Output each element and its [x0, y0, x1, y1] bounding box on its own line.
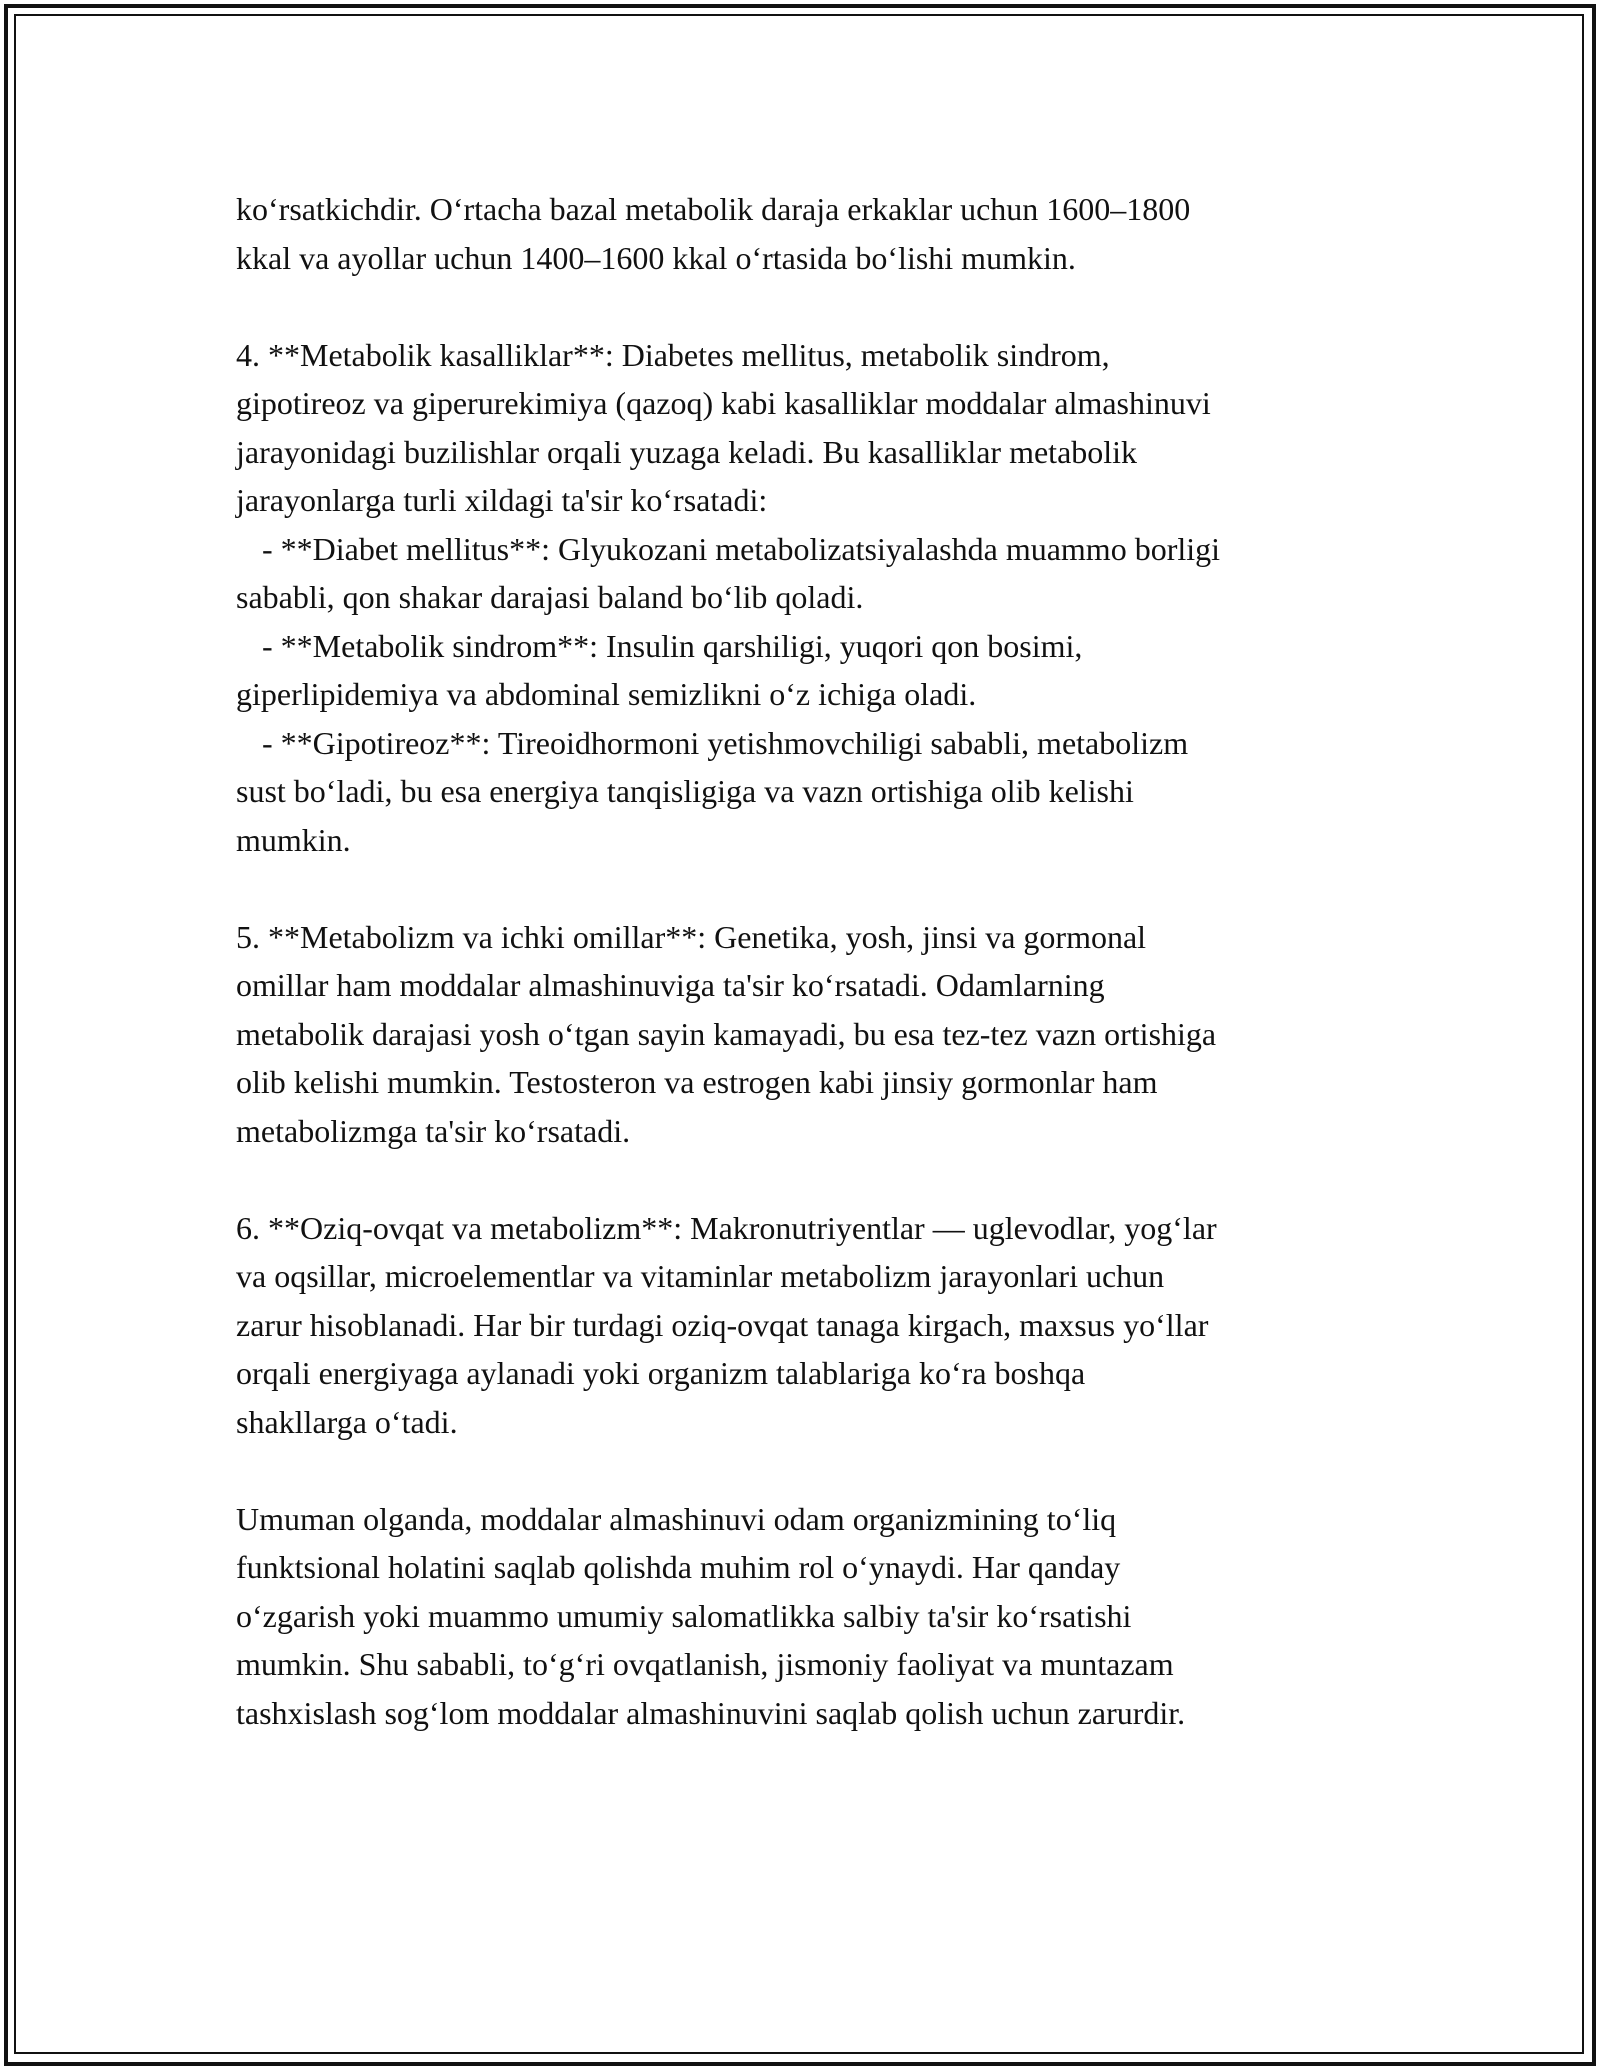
- bullet-line-metabolic-syndrome: - **Metabolik sindrom**: Insulin qarshiligi, yuqori qon bosimi,: [262, 627, 1083, 664]
- text-line: kkal va ayollar uchun 1400–1600 kkal o‘rtasida bo‘lishi mumkin.: [236, 239, 1076, 276]
- bullet-line-hypothyroidism: - **Gipotireoz**: Tireoidhormoni yetishmovchiligi sababli, metabolizm: [262, 724, 1189, 761]
- text-line: funktsional holatini saqlab qolishda muhim rol o‘ynaydi. Har qanday: [236, 1549, 1121, 1585]
- paragraph-bmr-conclusion: [236, 185, 1386, 282]
- text-line: sust bo‘ladi, bu esa energiya tanqisligiga va vazn ortishiga olib kelishi: [236, 773, 1134, 809]
- text-line: jarayonlarga turli xildagi ta'sir ko‘rsatadi:: [236, 482, 768, 518]
- text-line: o‘zgarish yoki muammo umumiy salomatlikka salbiy ta'sir ko‘rsatishi: [236, 1597, 1132, 1634]
- text-line: sababli, qon shakar darajasi baland bo‘lib qoladi.: [236, 579, 864, 615]
- text-line: giperlipidemiya va abdominal semizlikni o‘z ichiga oladi.: [236, 676, 977, 712]
- text-line: Umuman olganda, moddalar almashinuvi odam organizmining to‘liq: [236, 1500, 1117, 1537]
- text-line: olib kelishi mumkin. Testosteron va estrogen kabi jinsiy gormonlar ham: [236, 1064, 1158, 1100]
- text-line: orqali energiyaga aylanadi yoki organizm talablariga ko‘ra boshqa: [236, 1355, 1086, 1391]
- text-line: 6. **Oziq-ovqat va metabolizm**: Makronutriyentlar — uglevodlar, yog‘lar: [236, 1209, 1217, 1246]
- text-line: jarayonidagi buzilishlar orqali yuzaga keladi. Bu kasalliklar metabolik: [236, 433, 1138, 470]
- text-line: va oqsillar, microelementlar va vitaminlar metabolizm jarayonlari uchun: [236, 1258, 1165, 1294]
- text-line: tashxislash sog‘lom moddalar almashinuvini saqlab qolish uchun zarurdir.: [236, 1694, 1186, 1731]
- text-line: metabolizmga ta'sir ko‘rsatadi.: [236, 1112, 631, 1149]
- document-body: [236, 185, 1386, 1786]
- text-line: ko‘rsatkichdir. O‘rtacha bazal metabolik daraja erkaklar uchun 1600–1800: [236, 191, 1191, 227]
- bullet-line-diabetes: - **Diabet mellitus**: Glyukozani metabolizatsiyalashda muammo borligi: [262, 530, 1221, 567]
- text-line: omillar ham moddalar almashinuviga ta'sir ko‘rsatadi. Odamlarning: [236, 967, 1105, 1003]
- paragraph-metabolic-diseases: [236, 331, 1386, 865]
- paragraph-summary: [236, 1495, 1386, 1738]
- text-line: 4. **Metabolik kasalliklar**: Diabetes mellitus, metabolik sindrom,: [236, 336, 1110, 373]
- text-line: shakllarga o‘tadi.: [236, 1403, 458, 1440]
- text-line: mumkin.: [236, 821, 351, 858]
- text-line: mumkin. Shu sababli, to‘g‘ri ovqatlanish, jismoniy faoliyat va muntazam: [236, 1646, 1174, 1682]
- text-line: metabolik darajasi yosh o‘tgan sayin kamayadi, bu esa tez-tez vazn ortishiga: [236, 1015, 1217, 1052]
- paragraph-nutrition: [236, 1204, 1386, 1447]
- text-line: 5. **Metabolizm va ichki omillar**: Genetika, yosh, jinsi va gormonal: [236, 918, 1147, 955]
- text-line: zarur hisoblanadi. Har bir turdagi oziq-ovqat tanaga kirgach, maxsus yo‘llar: [236, 1306, 1209, 1343]
- paragraph-internal-factors: [236, 913, 1386, 1156]
- text-line: gipotireoz va giperurekimiya (qazoq) kabi kasalliklar moddalar almashinuvi: [236, 385, 1211, 421]
